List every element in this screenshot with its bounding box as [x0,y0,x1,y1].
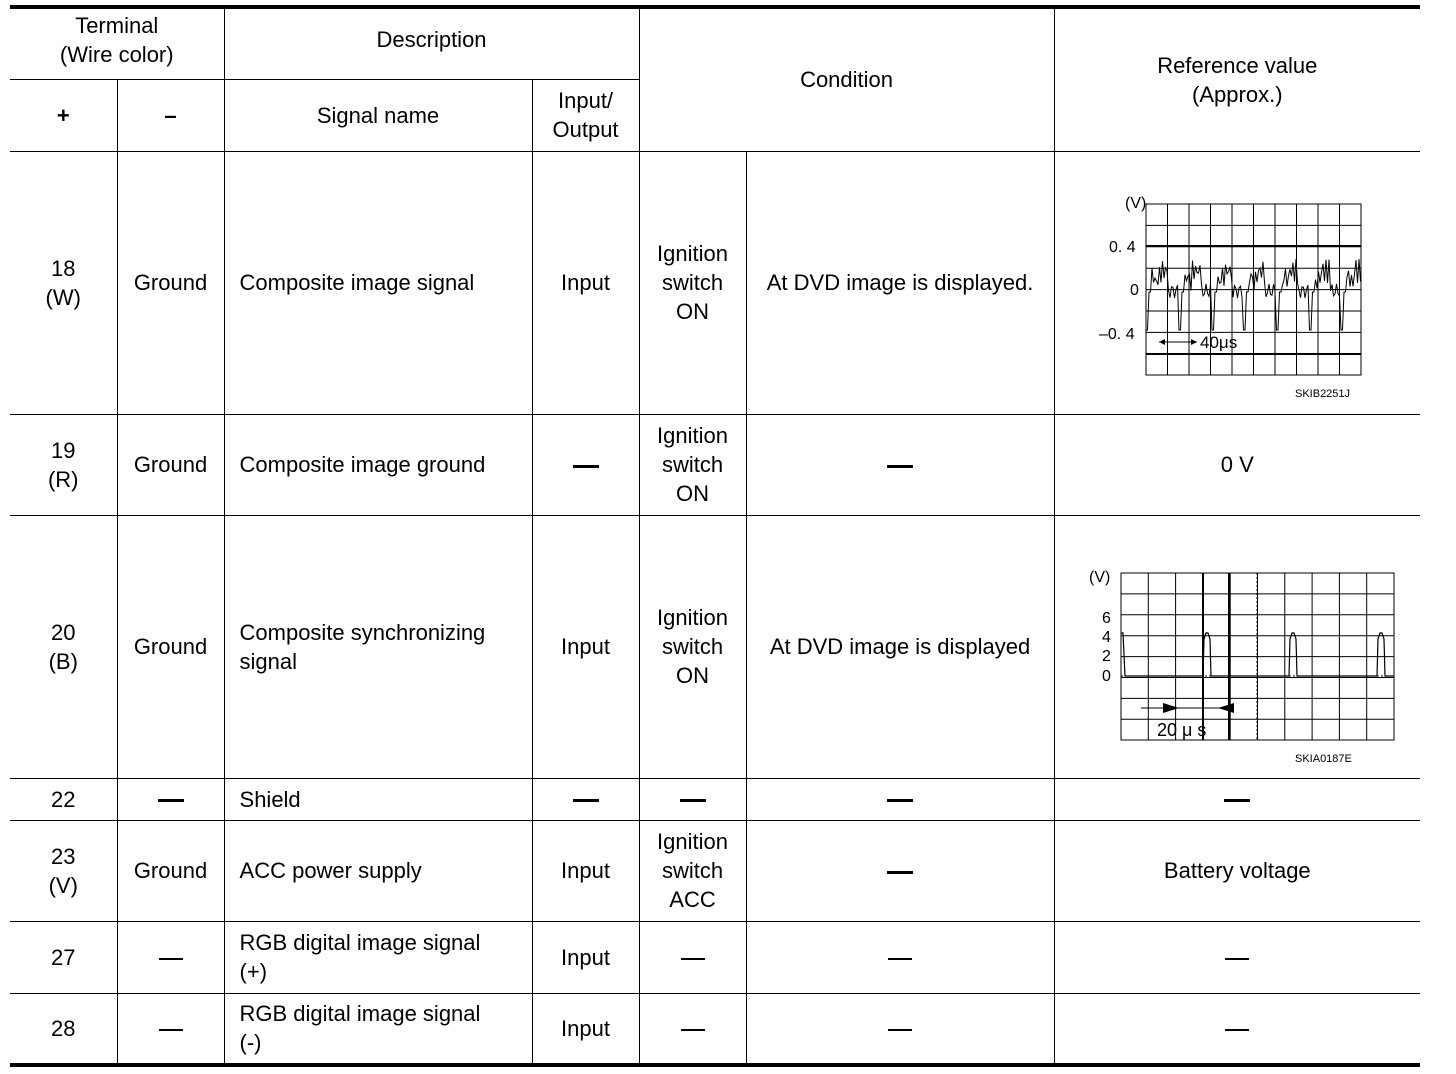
waveform-y-label-mid: 0 [1129,281,1139,299]
reference-value-cell [1054,993,1420,1065]
signal-name-cell [224,515,532,778]
table-row [10,515,1420,778]
dash-mark [159,958,183,960]
minus-value: Ground [133,634,208,659]
signal-name: Shield [239,786,301,812]
wire-color: (W) [45,284,81,310]
approx-header-label: (Approx.) [1192,81,1283,107]
time-span-label: 40μs [1199,332,1237,352]
condition-switch-cell [639,515,746,778]
terminal-cell [10,515,117,778]
input-output-value: Input [561,858,610,883]
condition-line-1: Ignition [657,605,728,630]
input-output-cell [532,515,639,778]
dash-mark [680,799,706,802]
reference-value: 0 V [1220,452,1254,477]
terminal-number: 18 [51,255,76,281]
minus-cell [117,414,224,515]
minus-cell [117,515,224,778]
input-output-header-label-1: Input/ [558,88,614,113]
input-output-cell [532,921,639,993]
terminal-cell [10,993,117,1065]
signal-name-header-label: Signal name [316,102,440,128]
signal-name-line-1: RGB digital image signal [239,930,481,955]
minus-cell [117,820,224,921]
condition-switch-cell [639,151,746,414]
figure-code: SKIB2251J [1294,387,1350,400]
table-row [10,993,1420,1065]
terminal-cell [10,151,117,414]
terminal-header [10,7,224,79]
sync-time-arrow-left-head [1163,703,1179,713]
input-output-cell [532,151,639,414]
input-output-header-label-2: Output [552,117,619,142]
wire-color: (R) [47,466,79,492]
header-row-1 [10,7,1420,79]
table-row [10,414,1420,515]
condition-switch-cell [639,414,746,515]
minus-value: Ground [133,858,208,883]
dash-mark [681,1029,705,1031]
sync-waveform-y-label-4: 4 [1101,628,1111,646]
condition-line-1: Ignition [657,241,728,266]
reference-value-cell [1054,921,1420,993]
condition-detail-cell [746,515,1054,778]
plus-header-label: + [56,102,70,128]
condition-line-2: switch [661,452,724,477]
condition-detail-cell [746,414,1054,515]
input-output-value: Input [561,1015,610,1041]
condition-detail: At DVD image is displayed [769,634,1031,659]
signal-name-cell [224,820,532,921]
input-output-cell [532,820,639,921]
condition-header [639,7,1054,151]
terminal-number: 19 [51,437,76,463]
terminal-reference-table [10,5,1420,1067]
reference-value-header-label: Reference value [1157,52,1318,78]
input-output-cell [532,414,639,515]
dash-mark [1224,799,1250,802]
signal-name-cell [224,414,532,515]
condition-line-3: ON [676,663,710,688]
condition-switch-cell [639,778,746,820]
condition-line-1: Ignition [657,829,728,854]
input-output-value: Input [561,270,610,295]
waveform-y-label-bottom: –0. 4 [1098,325,1135,343]
signal-name-line-2: signal [239,648,297,674]
condition-line-3: ON [676,299,710,324]
wire-color: (B) [48,648,78,674]
reference-value-cell [1054,151,1420,414]
minus-value: Ground [133,452,208,477]
composite-image-signal-waveform-figure [1055,152,1421,414]
reference-value-cell [1054,414,1420,515]
minus-header-label: – [164,102,177,128]
input-output-value: Input [561,634,610,659]
reference-value-cell [1054,778,1420,820]
sync-time-arrow-right-head [1218,703,1234,713]
dash-mark [887,465,913,468]
condition-line-2: switch [661,270,724,295]
minus-header [117,79,224,151]
sync-waveform-grid [1121,573,1394,740]
condition-switch-cell [639,820,746,921]
terminal-number: 23 [51,843,76,869]
dash-mark [158,799,184,802]
condition-switch-cell [639,921,746,993]
reference-value-cell [1054,820,1420,921]
signal-name: ACC power supply [239,858,422,883]
signal-name: Composite image ground [239,452,486,477]
plus-header [10,79,117,151]
condition-detail-cell [746,778,1054,820]
condition-line-3: ON [676,481,710,506]
signal-name-cell [224,778,532,820]
dash-mark [888,958,912,960]
condition-detail-cell [746,921,1054,993]
signal-name-cell [224,151,532,414]
reference-value-cell [1054,515,1420,778]
terminal-number: 28 [51,1015,76,1041]
minus-cell [117,993,224,1065]
terminal-reference-table-sheet [10,5,1420,1067]
sync-time-span-label: 20 μ s [1156,719,1206,740]
dash-mark [887,871,913,874]
terminal-number: 20 [51,619,76,645]
time-arrow-left-head [1159,339,1165,345]
dash-mark [1225,958,1249,960]
sync-waveform-y-label-2: 2 [1101,647,1111,665]
minus-cell [117,778,224,820]
signal-name-line-2: (+) [239,959,268,984]
minus-cell [117,151,224,414]
dash-mark [681,958,705,960]
description-header [224,7,639,79]
dash-mark [1225,1029,1249,1031]
waveform-unit-label: (V) [1124,194,1146,212]
signal-name-header [224,79,532,151]
composite-sync-signal-waveform-figure [1055,516,1421,778]
signal-name-cell [224,921,532,993]
sync-figure-code: SKIA0187E [1294,752,1352,765]
terminal-cell [10,921,117,993]
dash-mark [573,799,599,802]
minus-value: Ground [133,270,208,295]
wire-color: (V) [48,872,78,898]
minus-cell [117,921,224,993]
terminal-number: 22 [51,786,76,812]
condition-switch-cell [639,993,746,1065]
sync-waveform-y-label-0: 0 [1101,667,1111,685]
input-output-cell [532,993,639,1065]
condition-line-3: ACC [669,887,716,912]
table-row [10,820,1420,921]
table-row [10,921,1420,993]
condition-line-2: switch [661,858,724,883]
sync-waveform-y-label-6: 6 [1101,609,1111,627]
input-output-cell [532,778,639,820]
table-row [10,778,1420,820]
terminal-cell [10,414,117,515]
condition-detail: At DVD image is displayed. [766,270,1034,295]
condition-detail-cell [746,151,1054,414]
condition-header-label: Condition [800,67,894,93]
signal-name-line-1: Composite synchronizing [239,619,486,645]
input-output-value: Input [561,944,610,970]
condition-detail-cell [746,820,1054,921]
terminal-cell [10,778,117,820]
terminal-number: 27 [51,944,76,970]
reference-value-header [1054,7,1420,151]
dash-mark [159,1029,183,1031]
wire-color-header-label: (Wire color) [59,42,174,67]
condition-detail-cell [746,993,1054,1065]
dash-mark [888,1029,912,1031]
waveform-y-label-top: 0. 4 [1108,238,1136,256]
sync-waveform-unit-label: (V) [1088,568,1110,586]
signal-name-cell [224,993,532,1065]
reference-value: Battery voltage [1163,858,1311,883]
dash-mark [887,799,913,802]
condition-line-2: switch [661,634,724,659]
signal-name-line-2: (-) [239,1030,262,1056]
signal-name: Composite image signal [239,270,475,295]
condition-line-1: Ignition [657,423,728,448]
input-output-header [532,79,639,151]
time-arrow-right-head [1191,339,1197,345]
terminal-header-label: Terminal [75,13,159,38]
dash-mark [573,465,599,468]
terminal-cell [10,820,117,921]
signal-name-line-1: RGB digital image signal [239,1001,481,1027]
table-row [10,151,1420,414]
description-header-label: Description [376,27,487,52]
